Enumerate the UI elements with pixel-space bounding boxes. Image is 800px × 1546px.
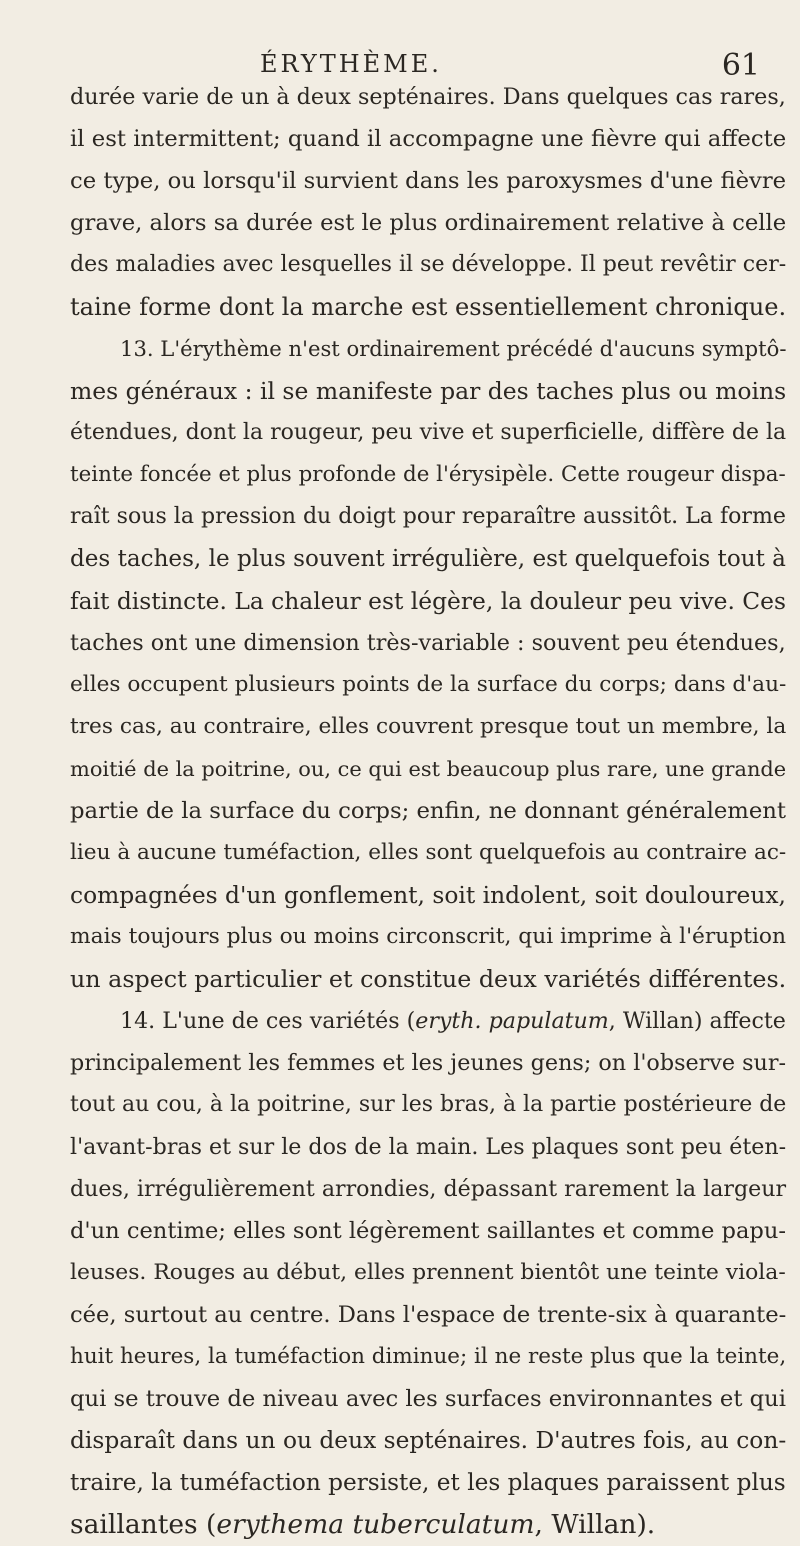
body-text — [70, 76, 790, 1546]
latin-term: eryth. papulatum — [415, 1008, 609, 1034]
text-segment: , Willan) affecte — [608, 1008, 786, 1034]
text-line: compagnées d'un gonflement, soit indolent, soit douloureux, — [70, 881, 786, 909]
text-line: partie de la surface du corps; enfin, ne donnant généralement — [70, 798, 787, 824]
paragraph-start-13: 13. L'érythème n'est ordinairement précédé d'aucuns symptô- — [120, 336, 787, 361]
text-line: moitié de la poitrine, ou, ce qui est beaucoup plus rare, une grande — [70, 757, 787, 781]
text-line: cée, surtout au centre. Dans l'espace de trente-six à quarante- — [70, 1302, 787, 1328]
text-line: tres cas, au contraire, elles couvrent presque tout un membre, la — [70, 714, 787, 739]
text-line: il est intermittent; quand il accompagne une fièvre qui affecte — [70, 126, 787, 152]
text-line: taine forme dont la marche est essentiellement chronique. — [70, 293, 787, 321]
text-line: l'avant-bras et sur le dos de la main. Les plaques sont peu éten- — [70, 1134, 787, 1160]
text-line: principalement les femmes et les jeunes gens; on l'observe sur- — [70, 1050, 787, 1076]
text-line: elles occupent plusieurs points de la surface du corps; dans d'au- — [70, 672, 787, 697]
text-segment: 14. L'une de ces variétés ( — [120, 1008, 416, 1034]
text-line: traire, la tuméfaction persiste, et les plaques paraissent plus — [70, 1469, 786, 1496]
text-line: grave, alors sa durée est le plus ordinairement relative à celle — [70, 210, 787, 236]
text-segment: saillantes ( — [70, 1509, 217, 1540]
text-line: huit heures, la tuméfaction diminue; il ne reste plus que la teinte, — [70, 1344, 787, 1369]
text-line: disparaît dans un ou deux septénaires. D'autres fois, au con- — [70, 1427, 787, 1454]
text-line: durée varie de un à deux septénaires. Dans quelques cas rares, — [70, 84, 786, 110]
text-line: mes généraux : il se manifeste par des taches plus ou moins — [70, 377, 787, 405]
text-line: ce type, ou lorsqu'il survient dans les paroxysmes d'une fièvre — [70, 168, 787, 194]
text-line: des maladies avec lesquelles il se développe. Il peut revêtir cer- — [70, 252, 787, 277]
text-line: d'un centime; elles sont légèrement saillantes et comme papu- — [70, 1218, 786, 1244]
paragraph-start-14 — [70, 1000, 790, 1042]
latin-term: erythema tuberculatum — [216, 1509, 535, 1540]
text-line: un aspect particulier et constitue deux variétés différentes. — [70, 965, 787, 993]
text-line: taches ont une dimension très-variable : souvent peu étendues, — [70, 630, 786, 656]
text-line: des taches, le plus souvent irrégulière, est quelquefois tout à — [70, 546, 786, 572]
page-number: 61 — [721, 48, 760, 83]
text-line: étendues, dont la rougeur, peu vive et superficielle, diffère de la — [70, 420, 787, 445]
text-line: qui se trouve de niveau avec les surfaces environnantes et qui — [70, 1386, 786, 1412]
running-title: ÉRYTHÈME. — [260, 50, 442, 78]
text-line: fait distincte. La chaleur est légère, la douleur peu vive. Ces — [70, 587, 786, 615]
text-segment: , Willan). — [534, 1509, 656, 1540]
text-line: tout au cou, à la poitrine, sur les bras, à la partie postérieure de — [70, 1092, 787, 1117]
text-line — [70, 1504, 790, 1546]
text-line: lieu à aucune tuméfaction, elles sont quelquefois au contraire ac- — [70, 840, 787, 865]
text-line: leuses. Rouges au début, elles prennent bientôt une teinte viola- — [70, 1260, 786, 1285]
text-line: dues, irrégulièrement arrondies, dépassant rarement la largeur — [70, 1176, 787, 1202]
text-line: raît sous la pression du doigt pour reparaître aussitôt. La forme — [70, 504, 786, 529]
text-line: mais toujours plus ou moins circonscrit, qui imprime à l'éruption — [70, 924, 786, 949]
text-line: teinte foncée et plus profonde de l'érysipèle. Cette rougeur dispa- — [70, 462, 786, 487]
